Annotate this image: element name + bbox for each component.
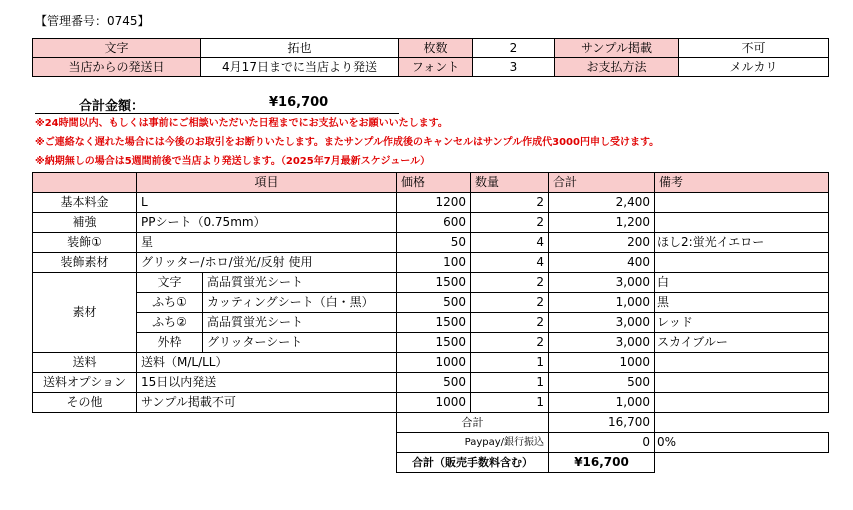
table-row (33, 313, 829, 333)
note-cancel: ※ご連絡なく遅れた場合には今後のお取引をお断りいたします。またサンプル作成後のキャンセルはサンプル作成代3000円申し受けます。 (35, 137, 660, 148)
row-item: 高品質蛍光シート (203, 273, 397, 293)
table-row (33, 353, 829, 373)
summary-label: 文字 (33, 39, 201, 58)
summary-value: メルカリ (679, 58, 829, 77)
row-note: 白 (655, 273, 829, 293)
row-qty: 4 (471, 233, 549, 253)
row-price: 500 (397, 373, 471, 393)
row-price: 500 (397, 293, 471, 313)
row-price: 1500 (397, 333, 471, 353)
paypay-value: 0 (549, 433, 655, 453)
row-sum: 400 (549, 253, 655, 273)
grand-total-label: 合計（販売手数料含む） (397, 453, 549, 473)
table-row (33, 293, 829, 313)
row-note: 黒 (655, 293, 829, 313)
row-sum: 500 (549, 373, 655, 393)
row-sum: 3,000 (549, 333, 655, 353)
total-label: 合計金額： (79, 99, 145, 114)
row-note (655, 213, 829, 233)
subtotal-row (33, 413, 829, 433)
row-sum: 1,200 (549, 213, 655, 233)
row-subcategory: 外枠 (137, 333, 203, 353)
header-qty: 数量 (471, 173, 549, 193)
summary-label: サンプル掲載 (555, 39, 679, 58)
row-category: 補強 (33, 213, 137, 233)
row-price: 1200 (397, 193, 471, 213)
header-sum: 合計 (549, 173, 655, 193)
summary-label: 当店からの発送日 (33, 58, 201, 77)
grand-total-value: ¥16,700 (549, 453, 655, 473)
summary-value: 4月17日までに当店より発送 (201, 58, 399, 77)
row-note: レッド (655, 313, 829, 333)
row-price: 600 (397, 213, 471, 233)
row-item: グリッターシート (203, 333, 397, 353)
paypay-row (33, 433, 829, 453)
detail-table (32, 172, 829, 473)
summary-row (33, 39, 829, 58)
row-item: 星 (137, 233, 397, 253)
note-payment: ※24時間以内、もしくは事前にご相談いただいた日程までにお支払いをお願いいたします。 (35, 118, 448, 129)
table-row (33, 233, 829, 253)
row-subcategory: 文字 (137, 273, 203, 293)
table-row (33, 213, 829, 233)
summary-label: 枚数 (399, 39, 473, 58)
row-qty: 2 (471, 313, 549, 333)
row-qty: 2 (471, 213, 549, 233)
row-price: 1000 (397, 353, 471, 373)
row-category: 装飾素材 (33, 253, 137, 273)
summary-value: 3 (473, 58, 555, 77)
row-price: 1500 (397, 273, 471, 293)
row-sum: 3,000 (549, 313, 655, 333)
row-category: その他 (33, 393, 137, 413)
subtotal-value: 16,700 (549, 413, 655, 433)
row-qty: 2 (471, 333, 549, 353)
row-note: ほし2:蛍光イエロー (655, 233, 829, 253)
total-value: ¥16,700 (269, 95, 329, 110)
row-item: グリッター/ホロ/蛍光/反射 使用 (137, 253, 397, 273)
detail-header-row (33, 173, 829, 193)
row-sum: 1,000 (549, 293, 655, 313)
table-row (33, 393, 829, 413)
row-note (655, 253, 829, 273)
row-qty: 2 (471, 273, 549, 293)
summary-label: お支払方法 (555, 58, 679, 77)
row-note (655, 373, 829, 393)
row-qty: 1 (471, 373, 549, 393)
summary-value: 不可 (679, 39, 829, 58)
row-note (655, 353, 829, 373)
row-category: 素材 (33, 273, 137, 353)
table-row (33, 333, 829, 353)
summary-row (33, 58, 829, 77)
row-note (655, 393, 829, 413)
row-sum: 1,000 (549, 393, 655, 413)
row-note (655, 193, 829, 213)
row-category: 送料 (33, 353, 137, 373)
row-price: 100 (397, 253, 471, 273)
row-qty: 4 (471, 253, 549, 273)
row-qty: 1 (471, 353, 549, 373)
row-item: 15日以内発送 (137, 373, 397, 393)
row-item: 高品質蛍光シート (203, 313, 397, 333)
grand-total-row (33, 453, 829, 473)
row-price: 1500 (397, 313, 471, 333)
summary-label: フォント (399, 58, 473, 77)
row-subcategory: ふち① (137, 293, 203, 313)
table-row (33, 373, 829, 393)
summary-table (32, 38, 829, 77)
management-number: 【管理番号：0745】 (35, 14, 150, 28)
row-sum: 200 (549, 233, 655, 253)
row-category: 基本料金 (33, 193, 137, 213)
row-item: サンプル掲載不可 (137, 393, 397, 413)
table-row (33, 273, 829, 293)
row-item: 送料（M/L/LL） (137, 353, 397, 373)
row-sum: 2,400 (549, 193, 655, 213)
paypay-rate: 0% (655, 433, 829, 453)
row-price: 1000 (397, 393, 471, 413)
row-item: L (137, 193, 397, 213)
summary-value: 拓也 (201, 39, 399, 58)
summary-value: 2 (473, 39, 555, 58)
row-qty: 2 (471, 293, 549, 313)
table-row (33, 253, 829, 273)
row-category: 装飾① (33, 233, 137, 253)
table-row (33, 193, 829, 213)
note-delivery: ※納期無しの場合は5週間前後で当店より発送します。（2025年7月最新スケジュール） (35, 156, 431, 167)
row-category: 送料オプション (33, 373, 137, 393)
header-item: 項目 (137, 173, 397, 193)
row-price: 50 (397, 233, 471, 253)
row-qty: 1 (471, 393, 549, 413)
row-subcategory: ふち② (137, 313, 203, 333)
paypay-label: Paypay/銀行振込 (397, 433, 549, 453)
row-item: PPシート（0.75mm） (137, 213, 397, 233)
header-note: 備考 (655, 173, 829, 193)
row-qty: 2 (471, 193, 549, 213)
header-price: 価格 (397, 173, 471, 193)
row-note: スカイブルー (655, 333, 829, 353)
total-amount (35, 93, 399, 114)
row-sum: 3,000 (549, 273, 655, 293)
row-item: カッティングシート（白・黒） (203, 293, 397, 313)
subtotal-label: 合計 (397, 413, 549, 433)
row-sum: 1000 (549, 353, 655, 373)
